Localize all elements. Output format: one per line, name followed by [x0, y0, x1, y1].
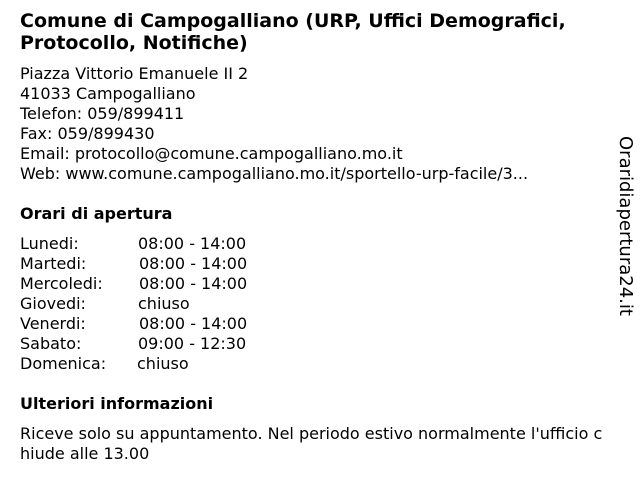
contact-block	[20, 64, 528, 184]
day-hours: 08:00 - 14:00	[139, 274, 248, 293]
day-hours: 08:00 - 14:00	[138, 234, 247, 253]
day-label: Lunedi:	[20, 234, 79, 253]
fax-number: Fax: 059/899430	[20, 124, 155, 143]
day-label: Giovedi:	[20, 294, 86, 313]
email-address: Email: protocollo@comune.campogalliano.mo.it	[20, 144, 403, 163]
more-info-text: Riceve solo su appuntamento. Nel periodo estivo normalmente l'ufficio chiude alle 13.00	[20, 424, 603, 463]
city-address: 41033 Campogalliano	[20, 84, 196, 103]
day-label: Venerdi:	[20, 314, 86, 333]
more-info-heading: Ulteriori informazioni	[20, 394, 214, 413]
phone-number: Telefon: 059/899411	[20, 104, 185, 123]
day-label: Mercoledi:	[20, 274, 103, 293]
office-title: Comune di Campogalliano (URP, Uffici Demografici, Protocollo, Notifiche)	[20, 10, 566, 54]
street-address: Piazza Vittorio Emanuele II 2	[20, 64, 249, 83]
day-hours: 08:00 - 14:00	[139, 314, 248, 333]
brand-text: Oraridiapertura24.it	[615, 136, 636, 316]
opening-hours-heading: Orari di apertura	[20, 204, 173, 223]
brand-watermark	[612, 136, 636, 316]
day-label: Sabato:	[20, 334, 82, 353]
day-hours: chiuso	[137, 354, 189, 373]
day-label: Domenica:	[20, 354, 107, 373]
website-link[interactable]: Web: www.comune.campogalliano.mo.it/sportello-urp-facile/3...	[20, 164, 529, 183]
day-hours: 09:00 - 12:30	[138, 334, 247, 353]
day-hours: chiuso	[138, 294, 190, 313]
day-label: Martedi:	[20, 254, 87, 273]
day-hours: 08:00 - 14:00	[139, 254, 248, 273]
